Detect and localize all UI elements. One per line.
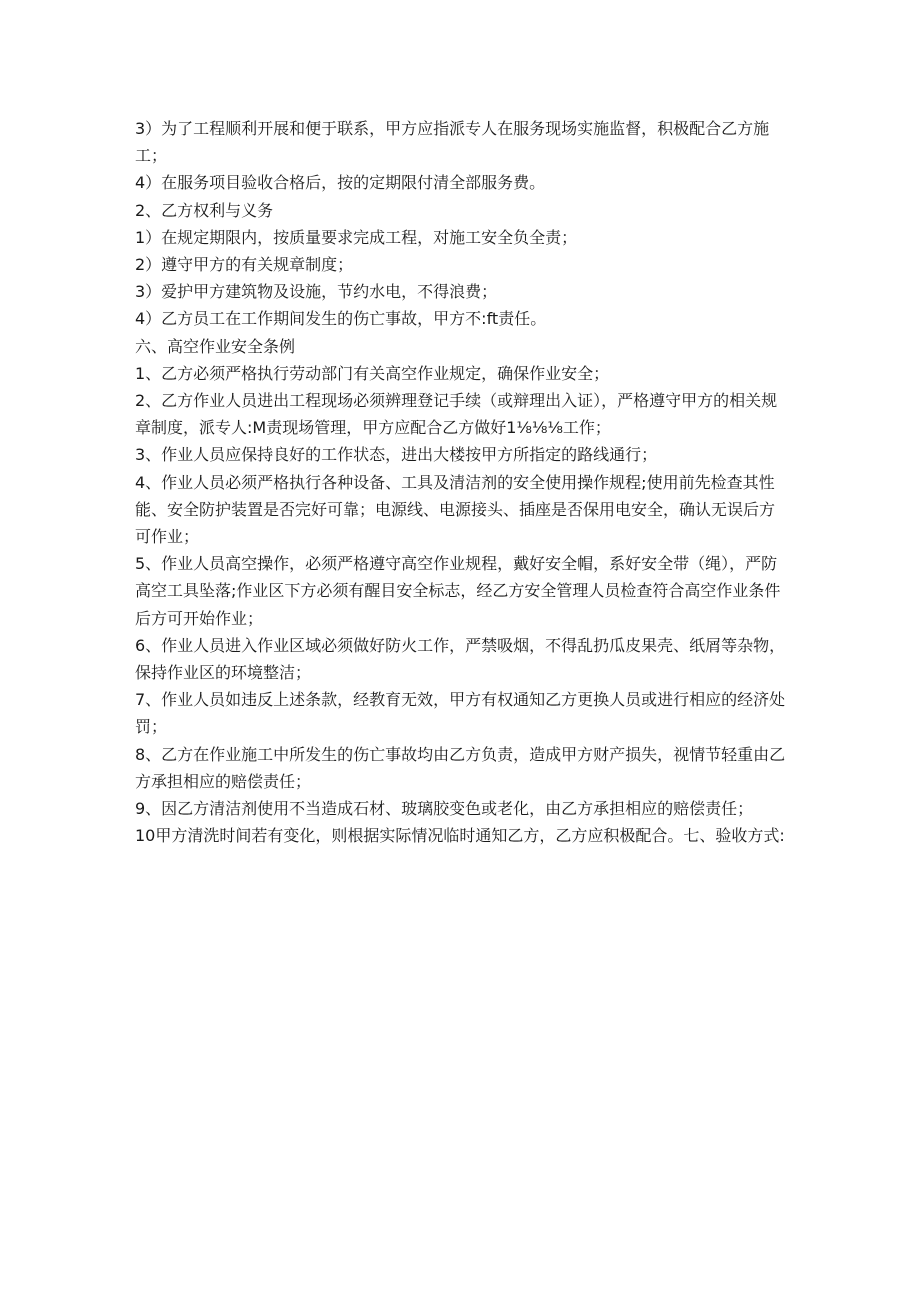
paragraph-safety-4: 4、作业人员必须严格执行各种设备、工具及清洁剂的安全使用操作规程;使用前先检查其性能、安全防护装置是否完好可靠；电源线、电源接头、插座是否保用电安全，确认无误后方可作业； bbox=[135, 472, 776, 547]
paragraph-safety-1: 1、乙方必须严格执行劳动部门有关高空作业规定，确保作业安全； bbox=[135, 363, 610, 383]
paragraph-party-b-protect: 3）爱护甲方建筑物及设施，节约水电，不得浪费； bbox=[135, 282, 498, 302]
heading-high-altitude-safety: 六、高空作业安全条例 bbox=[135, 336, 296, 356]
paragraph-safety-5: 5、作业人员高空操作，必须严格遵守高空作业规程，戴好安全帽，系好安全带（绳），严防高空工具坠落;作业区下方必须有醒目安全标志，经乙方安全管理人员检查符合高空作业条件后方可开始作业； bbox=[135, 554, 781, 628]
document-body bbox=[135, 115, 795, 849]
paragraph-safety-3: 3、作业人员应保持良好的工作状态，进出大楼按甲方所指定的路线通行； bbox=[135, 445, 658, 465]
paragraph-party-b-rules: 2）遵守甲方的有关规章制度； bbox=[135, 255, 354, 275]
paragraph-safety-8: 8、乙方在作业施工中所发生的伤亡事故均由乙方负责，造成甲方财产损失，视情节轻重由乙方承担相应的赔偿责任； bbox=[135, 744, 786, 791]
paragraph-safety-6: 6、作业人员进入作业区域必须做好防火工作，严禁吸烟，不得乱扔瓜皮果壳、纸屑等杂物，保持作业区的环境整洁； bbox=[135, 635, 786, 683]
heading-party-b-rights: 2、乙方权利与义务 bbox=[135, 200, 274, 220]
paragraph-party-a-payment: 4）在服务项目验收合格后，按的定期限付清全部服务费。 bbox=[135, 173, 546, 193]
paragraph-party-a-supervision: 3）为了工程顺利开展和便于联系，甲方应指派专人在服务现场实施监督，积极配合乙方施工； bbox=[135, 119, 770, 166]
paragraph-safety-2: 2、乙方作业人员进出工程现场必须辨理登记手续（或辩理出入证），严格遵守甲方的相关规章制度，派专人:M责现场管理，甲方应配合乙方做好1⅛⅛⅛工作； bbox=[135, 391, 778, 438]
paragraph-safety-10: 10甲方清洗时间若有变化，则根据实际情况临时通知乙方，乙方应积极配合。七、验收方式: bbox=[135, 826, 785, 846]
paragraph-safety-7: 7、作业人员如违反上述条款，经教育无效，甲方有权通知乙方更换人员或进行相应的经济处罚； bbox=[135, 690, 786, 737]
paragraph-party-b-accidents: 4）乙方员工在工作期间发生的伤亡事故，甲方不:ft责任。 bbox=[135, 309, 547, 329]
paragraph-party-b-quality: 1）在规定期限内，按质量要求完成工程，对施工安全负全责； bbox=[135, 227, 578, 247]
paragraph-safety-9: 9、因乙方清洁剂使用不当造成石材、玻璃胶变色或老化，由乙方承担相应的赔偿责任； bbox=[135, 799, 754, 819]
